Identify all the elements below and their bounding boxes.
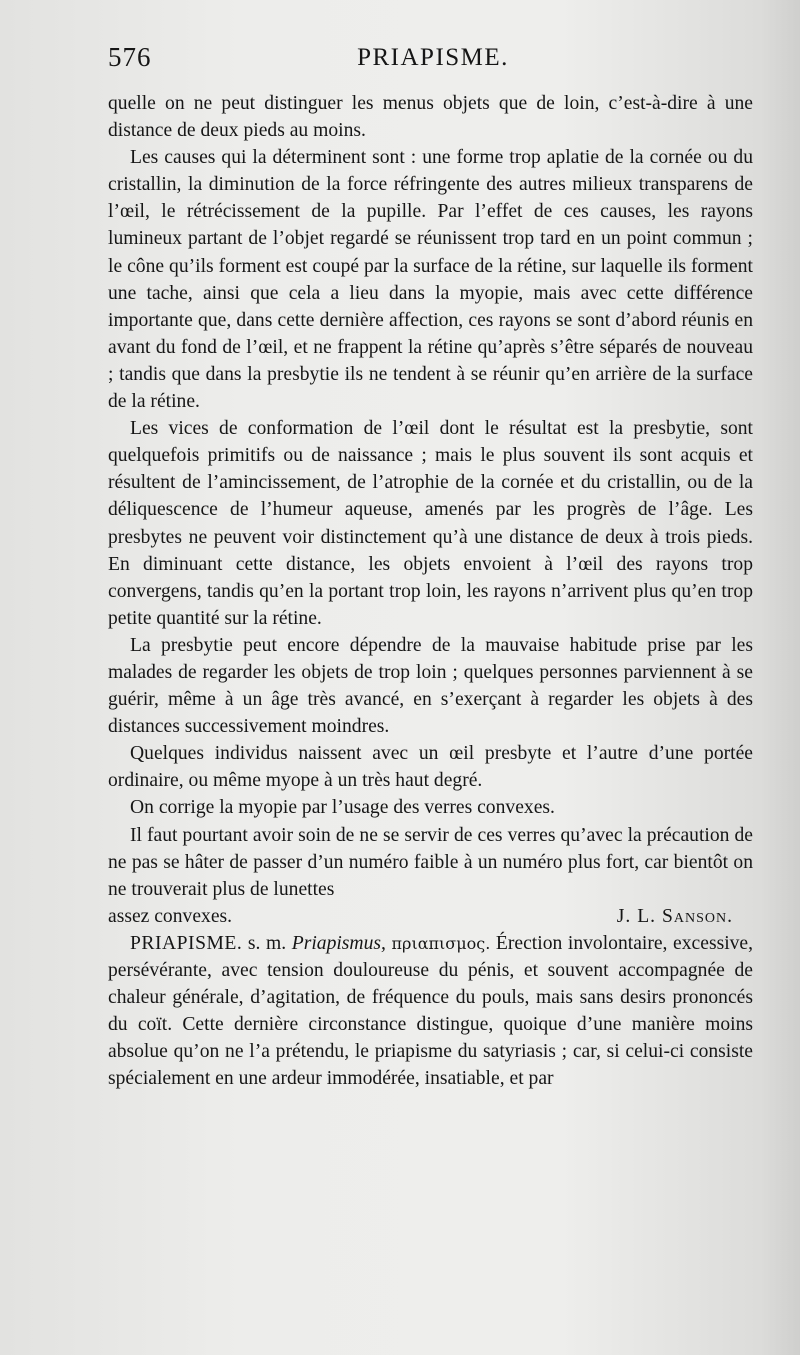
entry-grammar: s. m. [247,932,287,954]
entry-headword: PRIAPISME. [130,932,243,954]
paragraph-individus: Quelques individus naissent avec un œil presbyte et l’autre d’une portée ordinaire, ou même myope à un très haut degré. [108,743,753,792]
paragraph-correction: On corrige la myopie par l’usage des verres convexes. [130,797,555,819]
entry-definition: Érection involontaire, excessive, persévérante, avec tension douloureuse du pénis, et souvent accompagnée de chaleur générale, d’agitation, de fréquence du pouls, mais sans desirs prononcés du coït. Cette dernière circonstance distingue, quoique d’une manière moins absolue qu’on ne l’a prétendu, le priapisme du satyriasis ; car, si celui-ci consiste spécialement en une ardeur immodérée, insatiable, et par [108,932,754,1090]
entry-latin: Priapismus, [291,932,386,954]
entry-priapisme [108,930,753,1093]
paragraph-precaution: Il faut pourtant avoir soin de ne se servir de ces verres qu’avec la précaution de ne pas se hâter de passer d’un numéro faible à un numéro plus fort, car bientôt on ne trouverait plus de lunettes [108,824,753,900]
running-title: PRIAPISME. [357,44,509,71]
paragraph-habitude: La presbytie peut encore dépendre de la mauvaise habitude prise par les malades de regarder les objets de trop loin ; quelques personnes parviennent à se guérir, même à un âge très avancé, en s’exerçant à regarder les objets à des distances successivement moindres. [108,634,753,738]
body-text [108,90,753,1092]
paragraph-continuation: quelle on ne peut distinguer les menus objets que de loin, c’est-à-dire à une distance de deux pieds au moins. [108,93,753,142]
page-header [108,42,758,82]
closing-words: assez convexes. [108,905,233,927]
author-signature: J. L. Sanson. [616,905,733,927]
paragraph-vices: Les vices de conformation de l’œil dont le résultat est la presbytie, sont quelquefois primitifs ou de naissance ; mais le plus souvent ils sont acquis et résultent de l’amincissement, de l’atrophie de la cornée et du cristallin, ou de la déliquescence de l’humeur aqueuse, amenés par les progrès de l’âge. Les presbytes ne peuvent voir distinctement qu’à une distance de deux à trois pieds. En diminuant cette distance, les objets envoient à l’œil des rayons trop convergens, tandis qu’en la portant trop loin, les rayons n’arrivent plus qu’en trop petite quantité sur la rétine. [108,418,753,629]
page-number: 576 [108,42,152,72]
signature-line [108,903,753,930]
paragraph-causes: Les causes qui la déterminent sont : une forme trop aplatie de la cornée ou du cristallin, la diminution de la force réfringente des autres milieux transparens de l’œil, le rétrécissement de la pupille. Par l’effet de ces causes, les rayons lumineux partant de l’objet regardé se réunissent trop tard en un point commun ; le cône qu’ils forment est coupé par la surface de la rétine, sur laquelle ils forment une tache, ainsi que cela a lieu dans la myopie, mais avec cette différence importante que, dans cette dernière affection, ces rayons se sont d’abord réunis en avant du fond de l’œil, et ne frappent la rétine qu’après s’être séparés de nouveau ; tandis que dans la presbytie ils ne tendent à se réunir qu’en arrière de la surface de la rétine. [108,147,753,413]
entry-greek: πριαπισμος. [391,933,491,953]
